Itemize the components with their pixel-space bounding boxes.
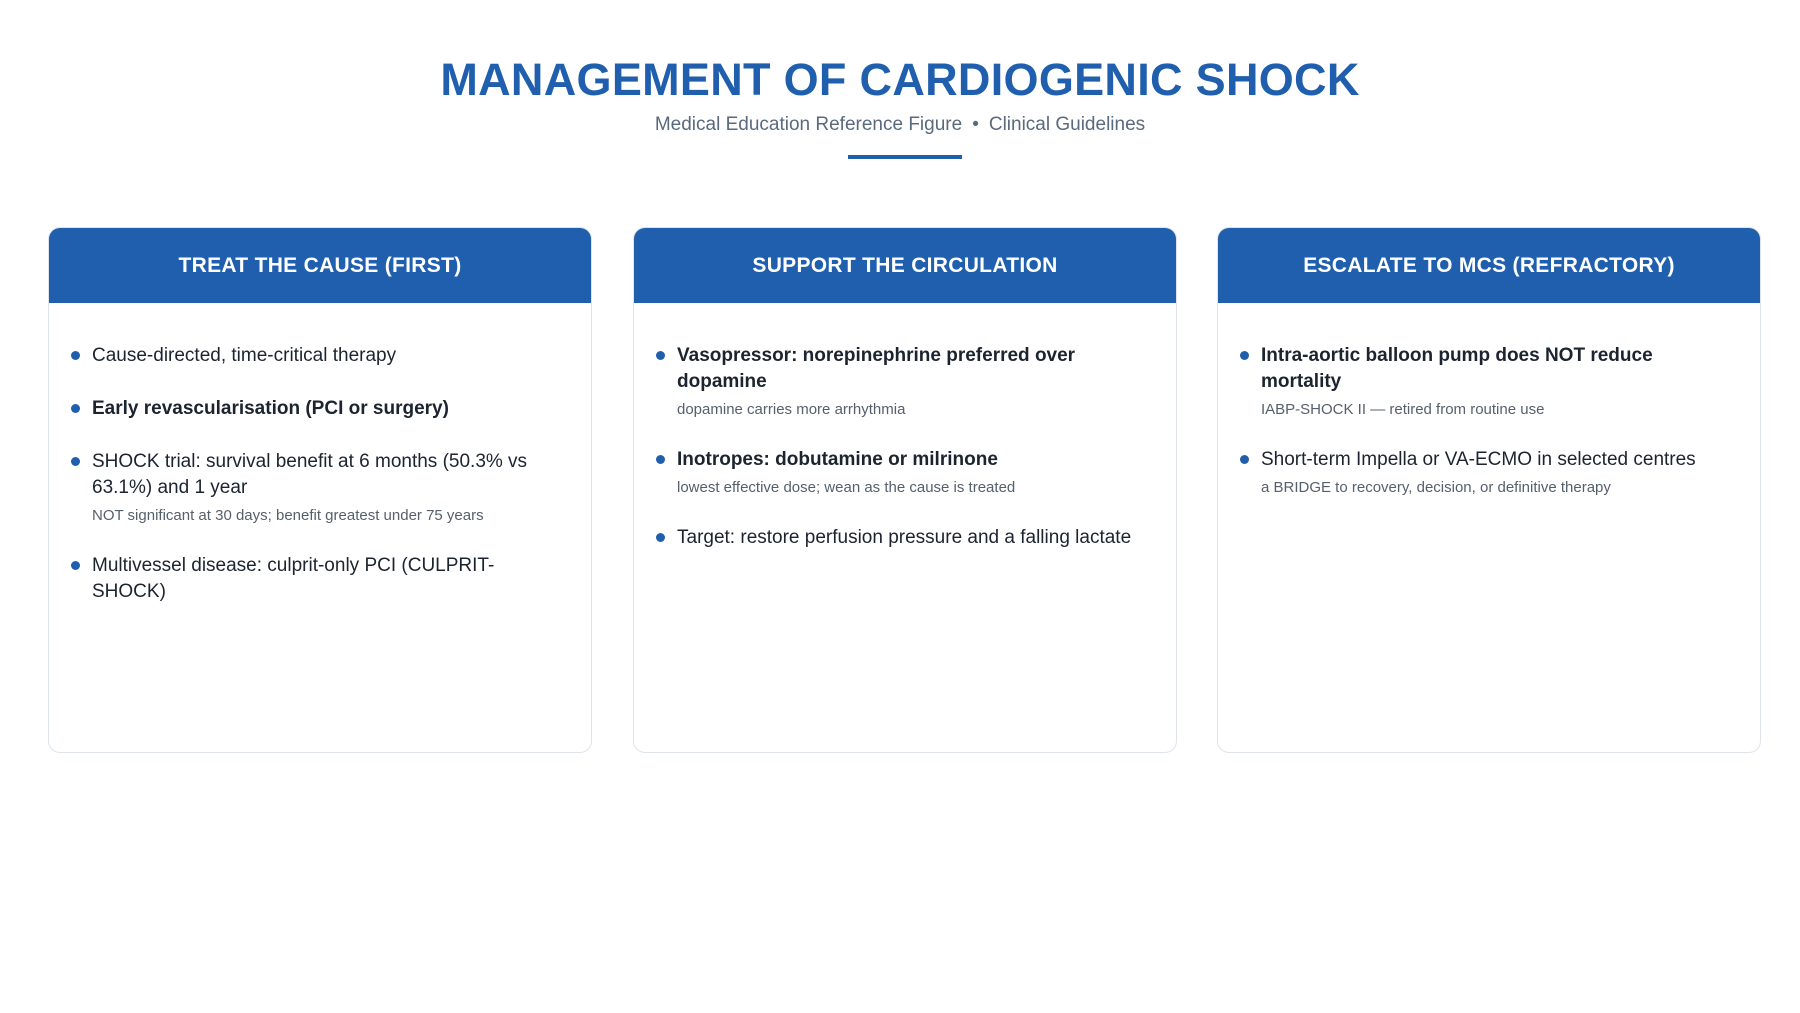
subtitle-source: Medical Education Reference Figure [654,114,963,135]
bullet-icon [71,457,80,466]
list-item [656,447,1152,498]
list-item [1240,343,1736,420]
list-item [71,553,567,605]
card-heading: ESCALATE TO MCS (REFRACTORY) [1218,228,1760,303]
list-item [1240,447,1736,498]
card-treat-the-cause [48,227,592,753]
item-note: a BRIDGE to recovery, decision, or definitive therapy [1261,479,1611,496]
item-note: dopamine carries more arrhythmia [677,401,906,418]
bullet-icon [656,351,665,360]
item-note: lowest effective dose; wean as the cause is treated [677,479,1016,496]
title-underline [848,155,962,159]
item-text: Inotropes: dobutamine or milrinone [677,449,998,470]
list-item [71,343,567,369]
bullet-icon [71,404,80,413]
list-item [656,343,1152,420]
card-heading: SUPPORT THE CIRCULATION [634,228,1176,303]
item-text: Intra-aortic balloon pump does NOT reduce mortality [1261,345,1653,392]
item-text: SHOCK trial: survival benefit at 6 months (50.3% vs 63.1%) and 1 year [92,451,528,498]
card-item-list [634,303,1176,551]
bullet-icon [1240,455,1249,464]
page-title: MANAGEMENT OF CARDIOGENIC SHOCK [440,54,1360,105]
item-text: Multivessel disease: culprit-only PCI (CULPRIT-SHOCK) [92,555,495,602]
card-heading: TREAT THE CAUSE (FIRST) [49,228,591,303]
card-item-list [1218,303,1760,498]
card-escalate-to-mcs [1217,227,1761,753]
list-item [656,525,1152,551]
item-text: Short-term Impella or VA-ECMO in selected centres [1261,449,1696,470]
bullet-icon [71,561,80,570]
subtitle-category: Clinical Guidelines [988,114,1146,135]
item-note: NOT significant at 30 days; benefit greatest under 75 years [92,507,484,524]
item-text: Cause-directed, time-critical therapy [92,345,397,366]
bullet-icon [656,533,665,542]
page-subtitle [0,113,1800,137]
item-text: Vasopressor: norepinephrine preferred over dopamine [677,345,1076,392]
item-text: Early revascularisation (PCI or surgery) [92,398,449,419]
card-support-the-circulation [633,227,1177,753]
list-item [71,396,567,422]
bullet-icon [656,455,665,464]
card-item-list [49,303,591,605]
list-item [71,449,567,526]
item-note: IABP-SHOCK II — retired from routine use [1261,401,1545,418]
item-text: Target: restore perfusion pressure and a falling lactate [677,527,1132,548]
bullet-icon [1240,351,1249,360]
bullet-icon [71,351,80,360]
subtitle-separator: • [972,114,979,135]
